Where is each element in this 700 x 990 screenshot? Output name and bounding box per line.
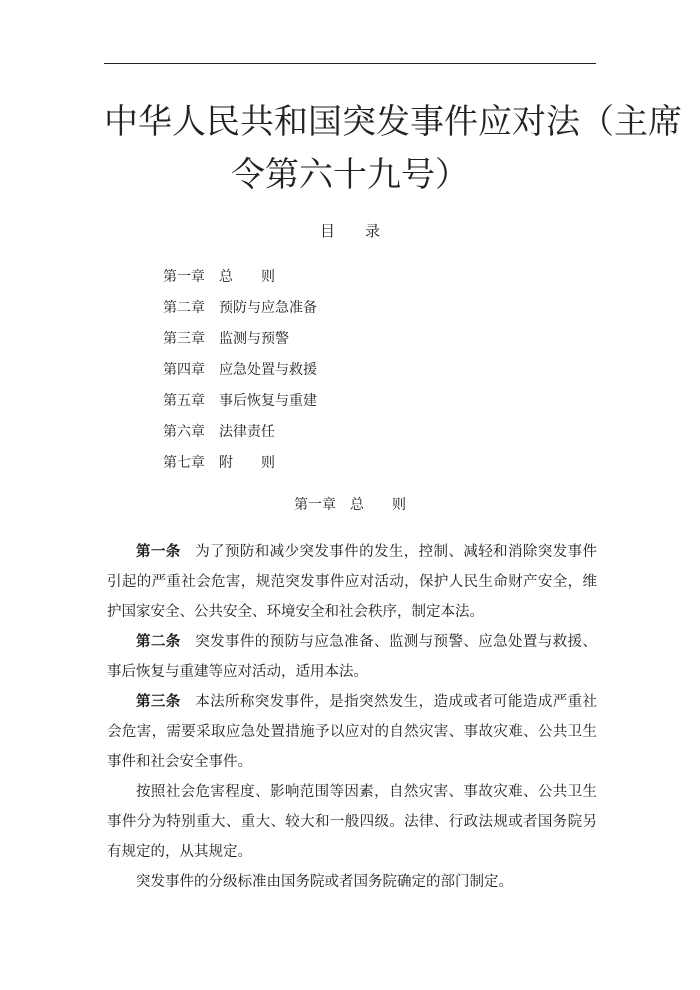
toc-item-title: 事后恢复与重建: [219, 393, 317, 409]
toc-item-number: 第一章: [163, 269, 205, 285]
document-title-line-1: 中华人民共和国突发事件应对法（主席: [104, 102, 682, 142]
paragraph-text: 按照社会危害程度、影响范围等因素，自然灾害、事故灾难、公共卫生事件分为特别重大、重大、较大和一般四级。法律、行政法规或者国务院另有规定的，从其规定。: [107, 784, 597, 860]
body-paragraph: [107, 867, 597, 897]
toc-item-number: 第五章: [163, 393, 205, 409]
toc-item-title: 预防与应急准备: [219, 300, 317, 316]
document-title-line-2: 令第六十九号）: [231, 155, 469, 195]
toc-item-title: 法律责任: [219, 424, 275, 440]
article-paragraph: [107, 627, 597, 687]
article-number: 第二条: [136, 633, 181, 650]
toc-item-title: 总 则: [219, 269, 275, 285]
chapter-body: [107, 537, 597, 897]
toc-item: [163, 386, 317, 417]
toc-item: [163, 262, 317, 293]
toc-item-title: 监测与预警: [219, 331, 289, 347]
article-text: 本法所称突发事件，是指突然发生，造成或者可能造成严重社会危害，需要采取应急处置措施予以应对的自然灾害、事故灾难、公共卫生事件和社会安全事件。: [107, 694, 598, 770]
toc-item-number: 第三章: [163, 331, 205, 347]
toc-heading-text: 目 录: [319, 222, 380, 240]
paragraph-text: 突发事件的分级标准由国务院或者国务院确定的部门制定。: [136, 874, 513, 890]
article-paragraph: [107, 537, 597, 627]
toc-heading: [0, 220, 700, 241]
toc-item: [163, 355, 317, 386]
toc-item-title: 应急处置与救援: [219, 362, 317, 378]
article-text: 为了预防和减少突发事件的发生，控制、减轻和消除突发事件引起的严重社会危害，规范突发事件应对活动，保护人民生命财产安全，维护国家安全、公共安全、环境安全和社会秩序，制定本法。: [107, 544, 598, 620]
article-paragraph: [107, 687, 597, 777]
toc-item-number: 第六章: [163, 424, 205, 440]
chapter-heading: 第一章 总 则: [294, 497, 406, 513]
toc-item: [163, 417, 317, 448]
body-paragraph: [107, 777, 597, 867]
toc-item-number: 第四章: [163, 362, 205, 378]
toc-item: [163, 448, 317, 479]
article-number: 第三条: [136, 693, 181, 710]
top-divider: [104, 63, 596, 64]
article-text: 突发事件的预防与应急准备、监测与预警、应急处置与救援、事后恢复与重建等应对活动，适用本法。: [107, 634, 598, 680]
article-number: 第一条: [136, 543, 181, 560]
toc-item-number: 第二章: [163, 300, 205, 316]
toc-item: [163, 293, 317, 324]
toc-item-title: 附 则: [219, 455, 275, 471]
table-of-contents: [163, 262, 317, 479]
toc-item: [163, 324, 317, 355]
toc-item-number: 第七章: [163, 455, 205, 471]
